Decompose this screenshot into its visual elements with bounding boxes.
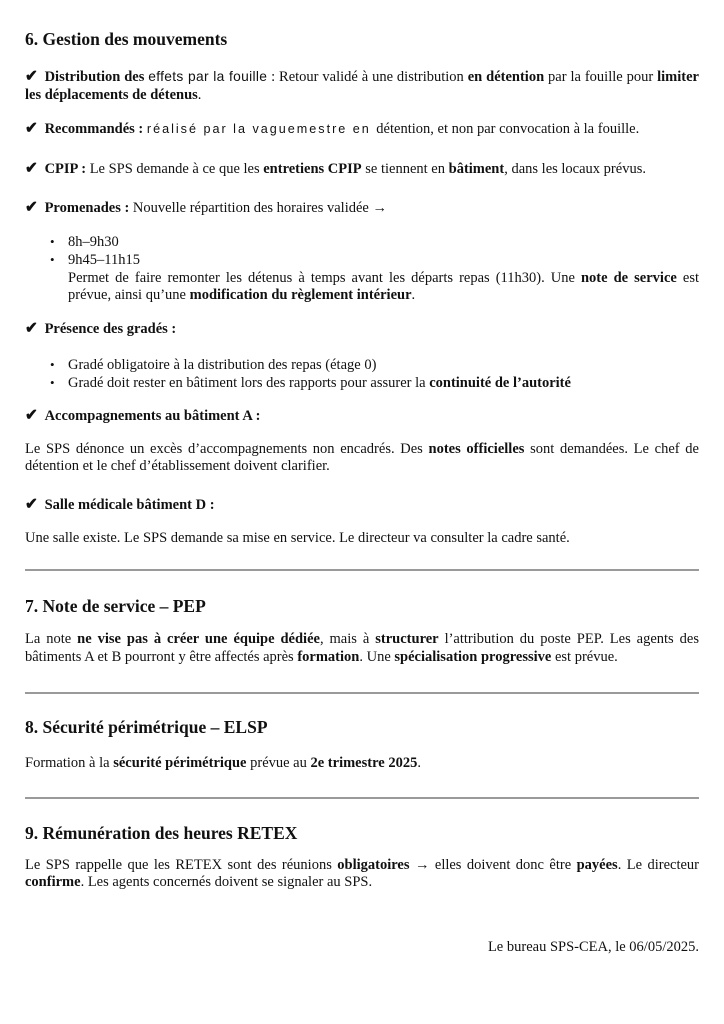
bullet-icon: • — [50, 375, 55, 391]
para-accompagnements-body: Le SPS dénonce un excès d’accompagnements non encadrés. Des notes officielles sont demandées. Le chef de détention et le chef d’établissement doivent clarifier. — [25, 441, 699, 475]
grade-2: Gradé doit rester en bâtiment lors des rapports pour assurer la continuité de l’autorité — [68, 375, 571, 392]
para-promenades — [25, 200, 699, 218]
signature-line: Le bureau SPS-CEA, le 06/05/2025. — [487, 939, 699, 956]
para-accompagnements — [25, 408, 699, 426]
para-cpip — [25, 161, 699, 179]
list-item — [50, 375, 699, 392]
section-divider — [25, 692, 699, 694]
section-8-body: Formation à la sécurité périmétrique prévue au 2e trimestre 2025. — [25, 754, 421, 771]
para-accompagnements-text: Accompagnements au bâtiment A : — [44, 408, 261, 425]
para-distribution-text: Distribution des effets par la fouille : Retour validé à une distribution en détention par la fouille pour limiter les déplacements de détenus. — [25, 69, 699, 103]
horaires-list — [25, 234, 699, 269]
check-icon: ✔ — [25, 68, 38, 86]
section-7-body: La note ne vise pas à créer une équipe dédiée, mais à structurer l’attribution du poste PEP. Les agents des bâtiments A et B pourront y être affectés après formation. Une spécialisation progressive est prévue. — [25, 631, 699, 665]
grade-1: Gradé obligatoire à la distribution des repas (étage 0) — [68, 357, 377, 374]
list-item — [50, 252, 699, 269]
check-icon: ✔ — [25, 160, 38, 178]
horaire-1: 8h–9h30 — [68, 234, 119, 251]
section-7-heading: 7. Note de service – PEP — [25, 596, 206, 617]
bullet-icon: • — [50, 252, 55, 268]
para-cpip-text: CPIP : Le SPS demande à ce que les entretiens CPIP se tiennent en bâtiment, dans les locaux prévus. — [44, 160, 646, 177]
grades-list — [25, 357, 699, 392]
section-6-heading: 6. Gestion des mouvements — [25, 29, 228, 49]
para-promenades-text: Promenades : Nouvelle répartition des horaires validée → — [44, 200, 387, 217]
check-icon: ✔ — [25, 320, 38, 337]
check-icon: ✔ — [25, 120, 38, 138]
section-divider — [25, 569, 699, 571]
bullet-icon: • — [50, 357, 55, 373]
para-salle — [25, 497, 699, 515]
check-icon: ✔ — [25, 408, 38, 425]
horaire-2: 9h45–11h15 — [68, 252, 140, 269]
para-recommandes-text: Recommandés : réalisé par la vaguemestre en détention, et non par convocation à la fouille. — [44, 121, 640, 138]
section-9-heading: 9. Rémunération des heures RETEX — [25, 822, 298, 843]
section-divider — [25, 797, 699, 799]
check-icon: ✔ — [25, 496, 38, 514]
para-presence-text: Présence des gradés : — [44, 320, 177, 337]
para-presence — [25, 321, 699, 339]
list-item — [50, 234, 699, 251]
section-8-heading: 8. Sécurité périmétrique – ELSP — [25, 716, 268, 737]
bullet-icon: • — [50, 234, 55, 250]
para-distribution — [25, 69, 699, 104]
para-salle-text: Salle médicale bâtiment D : — [44, 497, 215, 514]
check-icon: ✔ — [25, 199, 38, 217]
horaires-note: Permet de faire remonter les détenus à temps avant les départs repas (11h30). Une note de service est prévue, ainsi qu’une modification du règlement intérieur. — [68, 270, 700, 304]
para-recommandes — [25, 121, 699, 139]
section-9-body: Le SPS rappelle que les RETEX sont des réunions obligatoires → elles doivent donc être payées. Le directeur confirme. Les agents concernés doivent se signaler au SPS. — [25, 857, 699, 891]
list-item — [50, 357, 699, 374]
para-salle-body: Une salle existe. Le SPS demande sa mise en service. Le directeur va consulter la cadre santé. — [25, 530, 570, 547]
